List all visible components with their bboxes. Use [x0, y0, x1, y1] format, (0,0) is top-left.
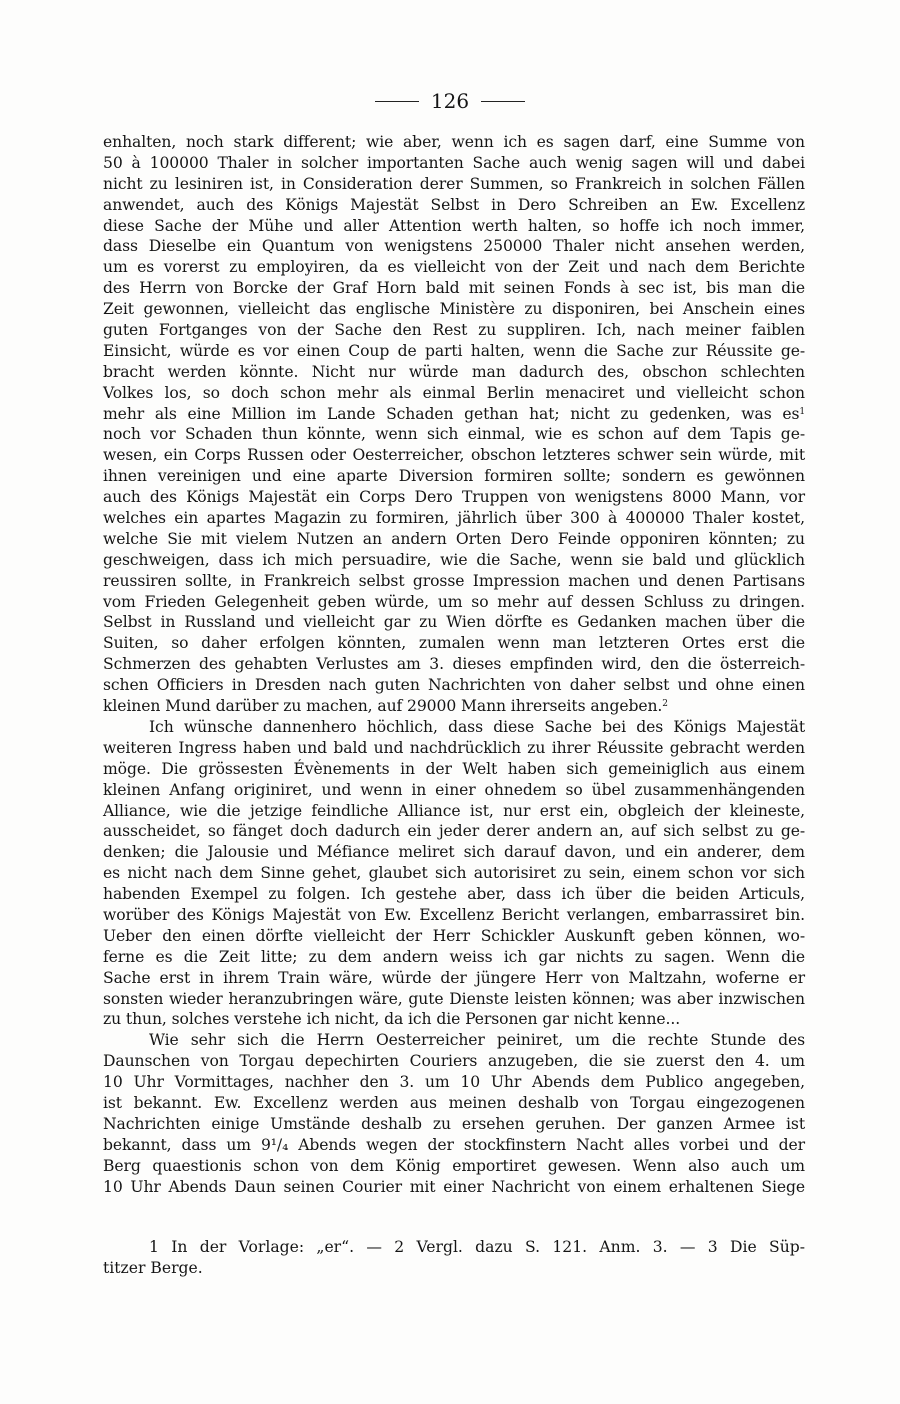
text-line-19: welches ein apartes Magazin zu formiren, jährlich über 300 à 400000 Thaler kostet, — [103, 509, 805, 528]
text-line-4: anwendet, auch des Königs Majestät Selbst in Dero Schreiben an Ew. Excellenz — [103, 195, 805, 214]
text-line-1: enhalten, noch stark different; wie aber, wenn ich es sagen darf, eine Summe von — [103, 133, 805, 151]
page-number: 126 — [430, 89, 470, 113]
footnote-line-2: titzer Berge. — [103, 1259, 203, 1277]
text-line-27: schen Officiers in Dresden nach guten Nachrichten von daher selbst und ohne einen — [103, 676, 805, 695]
text-line-34: ausscheidet, so fänget doch dadurch ein jeder derer andern an, auf sich selbst zu ge- — [103, 822, 805, 841]
text-line-49: bekannt, dass um 9¹/₄ Abends wegen der stockfinstern Nacht alles vorbei und der — [103, 1135, 805, 1154]
text-line-17: ihnen vereinigen und eine aparte Diversion formiren sollte; sondern es gewönnen — [103, 467, 805, 486]
text-line-5: diese Sache der Mühe und aller Attention werth halten, so hoffe ich noch immer, — [103, 216, 805, 235]
text-line-3: nicht zu lesiniren ist, in Consideration derer Summen, so Frankreich in solchen Fällen — [103, 174, 805, 193]
text-line-29: Ich wünsche dannenhero höchlich, dass diese Sache bei des Königs Majestät — [149, 717, 805, 736]
text-line-25: Suiten, so daher erfolgen könnten, zumalen wenn man letzteren Ortes erst die — [103, 634, 805, 653]
text-line-2: 50 à 100000 Thaler in solcher importanten Sache auch wenig sagen will und dabei — [103, 153, 805, 172]
text-line-8: des Herrn von Borcke der Graf Horn bald mit seinen Fonds à sec ist, bis man die — [103, 279, 805, 298]
text-line-50-content: Berg quaestionis schon von dem König emportiret gewesen. Wenn also auch um — [103, 1156, 805, 1175]
text-line-22: reussiren sollte, in Frankreich selbst grosse Impression machen und denen Partisans — [103, 571, 805, 590]
text-line-12: bracht werden könnte. Nicht nur würde man dadurch des, obschon schlechten — [103, 362, 805, 381]
text-line-33: Alliance, wie die jetzige feindliche Alliance ist, nur erst ein, obgleich der kleineste, — [103, 801, 805, 820]
text-line-14 — [103, 404, 805, 425]
text-line-7: um es vorerst zu employiren, da es vielleicht von der Zeit und nach dem Berichte — [103, 258, 805, 277]
text-line-31: möge. Die grössesten Évènements in der Welt haben sich gemeiniglich aus einem — [103, 759, 805, 778]
text-line-20: welche Sie mit vielem Nutzen an andern Orten Dero Feinde opponiren könnten; zu — [103, 529, 805, 548]
text-line-28 — [103, 696, 805, 717]
text-line-45: Daunschen von Torgau depechirten Couriers anzugeben, die sie zuerst den 4. um — [103, 1052, 805, 1071]
text-line-37: habenden Exempel zu folgen. Ich gestehe aber, dass ich über die beiden Articuls, — [103, 885, 805, 904]
text-line-24: Selbst in Russland und vielleicht gar zu Wien dörfte es Gedanken machen über die — [103, 613, 805, 632]
text-line-16: wesen, ein Corps Russen oder Oesterreicher, obschon letzteres schwer sein würde, mit — [103, 446, 805, 465]
text-line-28-content: kleinen Mund darüber zu machen, auf 29000 Mann ihrerseits angeben. — [103, 697, 663, 716]
text-line-50 — [103, 1156, 805, 1177]
text-line-48: Nachrichten einige Umstände deshalb zu ersehen geruhen. Der ganzen Armee ist — [103, 1114, 805, 1133]
text-line-14-content: mehr als eine Million im Lande Schaden gethan hat; nicht zu gedenken, was es — [103, 404, 800, 423]
footnote-ref-2: 2 — [662, 699, 668, 710]
text-line-23: vom Frieden Gelegenheit geben würde, um so mehr auf dessen Schluss zu dringen. — [103, 592, 805, 611]
text-line-13: Volkes los, so doch schon mehr als einmal Berlin menaciret und vielleicht schon — [103, 383, 805, 402]
text-line-41: Sache erst in ihrem Train wäre, würde der jüngere Herr von Maltzahn, woferne er — [103, 968, 805, 987]
text-line-30: weiteren Ingress haben und bald und nachdrücklich zu ihrer Réussite gebracht werden — [103, 738, 805, 757]
page-header — [0, 88, 900, 114]
text-line-15: noch vor Schaden thun könnte, wenn sich einmal, wie es schon auf dem Tapis ge- — [103, 425, 805, 444]
text-line-47: ist bekannt. Ew. Excellenz werden aus meinen deshalb von Torgau eingezogenen — [103, 1093, 805, 1112]
text-line-35: denken; die Jalousie und Méfiance meliret sich darauf davon, und ein anderer, dem — [103, 843, 805, 862]
text-line-21: geschweigen, dass ich mich persuadire, wie die Sache, wenn sie bald und glücklich — [103, 550, 805, 569]
header-dash-right — [481, 101, 525, 102]
text-line-11: Einsicht, würde es vor einen Coup de parti halten, wenn die Sache zur Réussite ge- — [103, 341, 805, 360]
text-line-43: zu thun, solches verstehe ich nicht, da ich die Personen gar nicht kenne... — [103, 1010, 681, 1029]
text-line-46: 10 Uhr Vormittages, nachher den 3. um 10 Uhr Abends dem Publico angegeben, — [103, 1073, 805, 1092]
text-line-39: Ueber den einen dörfte vielleicht der Herr Schickler Auskunft geben können, wo- — [103, 926, 805, 945]
text-line-44: Wie sehr sich die Herrn Oesterreicher peiniret, um die rechte Stunde des — [149, 1031, 805, 1050]
text-line-40: ferne es die Zeit litte; zu dem andern weiss ich gar nichts zu sagen. Wenn die — [103, 947, 805, 966]
text-line-42: sonsten wieder heranzubringen wäre, gute Dienste leisten können; was aber inzwischen — [103, 989, 805, 1008]
text-line-18: auch des Königs Majestät ein Corps Dero Truppen von wenigstens 8000 Mann, vor — [103, 488, 805, 507]
text-line-9: Zeit gewonnen, vielleicht das englische Ministère zu disponiren, bei Anschein eines — [103, 300, 805, 319]
text-line-38: worüber des Königs Majestät von Ew. Excellenz Bericht verlangen, embarrassiret bin. — [103, 905, 805, 924]
text-line-6: dass Dieselbe ein Quantum von wenigstens 250000 Thaler nicht ansehen werden, — [103, 237, 805, 256]
text-line-51: 10 Uhr Abends Daun seinen Courier mit einer Nachricht von einem erhaltenen Siege — [103, 1177, 805, 1196]
body-text — [103, 132, 805, 1197]
footnote-ref-1: 1 — [799, 406, 805, 417]
text-line-36: es nicht nach dem Sinne gehet, glaubet sich autorisiret zu sein, einem schon vor sich — [103, 864, 805, 883]
footnotes — [103, 1237, 805, 1279]
footnote-line-1: 1 In der Vorlage: „er“. — 2 Vergl. dazu S. 121. Anm. 3. — 3 Die Süp- — [149, 1238, 805, 1256]
text-line-32: kleinen Anfang originiret, und wenn in einer ohnedem so übel zusammenhängenden — [103, 780, 805, 799]
header-dash-left — [375, 101, 419, 102]
text-line-26: Schmerzen des gehabten Verlustes am 3. dieses empfinden wird, den die österreich- — [103, 655, 805, 674]
text-line-10: guten Fortganges von der Sache den Rest zu suppliren. Ich, nach meiner faiblen — [103, 321, 805, 340]
